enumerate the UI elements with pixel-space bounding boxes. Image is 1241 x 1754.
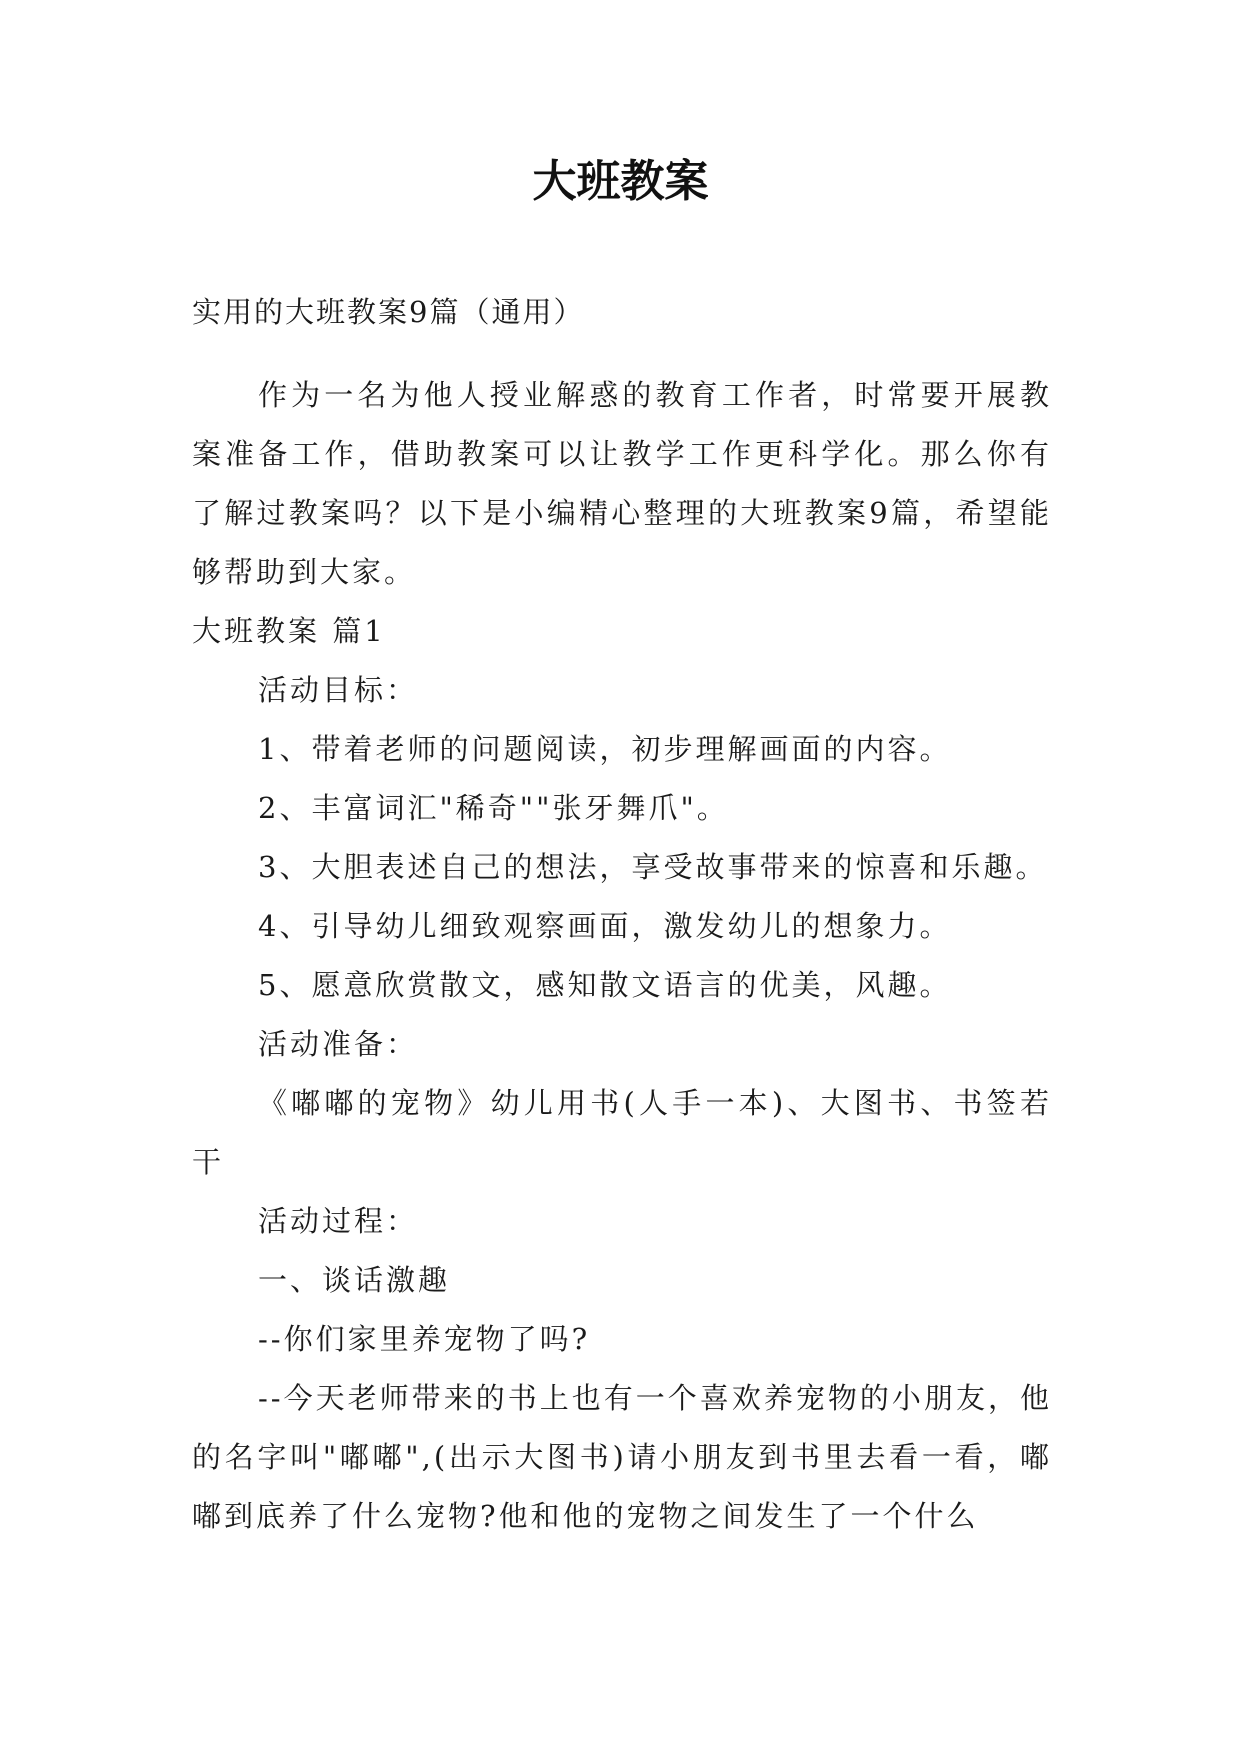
document-subtitle: 实用的大班教案9篇（通用） — [192, 295, 585, 329]
process-label: 活动过程： — [258, 1204, 419, 1238]
goal-item: 1、带着老师的问题阅读，初步理解画面的内容。 — [258, 732, 952, 766]
goal-item: 2、丰富词汇"稀奇""张牙舞爪"。 — [258, 791, 729, 825]
prep-label: 活动准备： — [258, 1027, 419, 1061]
goal-item: 5、愿意欣赏散文，感知散文语言的优美，风趣。 — [258, 968, 952, 1002]
goal-item: 3、大胆表述自己的想法，享受故事带来的惊喜和乐趣。 — [258, 850, 1048, 884]
goal-item: 4、引导幼儿细致观察画面，激发幼儿的想象力。 — [258, 909, 952, 943]
section-heading: 大班教案 篇1 — [192, 614, 386, 648]
document-body — [192, 366, 1052, 1546]
question-line: --你们家里养宠物了吗? — [258, 1322, 591, 1356]
question-paragraph: --今天老师带来的书上也有一个喜欢养宠物的小朋友，他的名字叫"嘟嘟",(出示大图书)请小朋友到书里去看一看，嘟嘟到底养了什么宠物?他和他的宠物之间发生了一个什么 — [192, 1381, 1052, 1533]
step-label: 一、谈话激趣 — [258, 1263, 451, 1297]
document-title: 大班教案 — [532, 156, 709, 207]
goals-label: 活动目标： — [258, 673, 419, 707]
intro-paragraph: 作为一名为他人授业解惑的教育工作者，时常要开展教案准备工作，借助教案可以让教学工作更科学化。那么你有了解过教案吗？以下是小编精心整理的大班教案9篇，希望能够帮助到大家。 — [192, 378, 1052, 589]
prep-paragraph: 《嘟嘟的宠物》幼儿用书(人手一本)、大图书、书签若干 — [192, 1086, 1052, 1179]
